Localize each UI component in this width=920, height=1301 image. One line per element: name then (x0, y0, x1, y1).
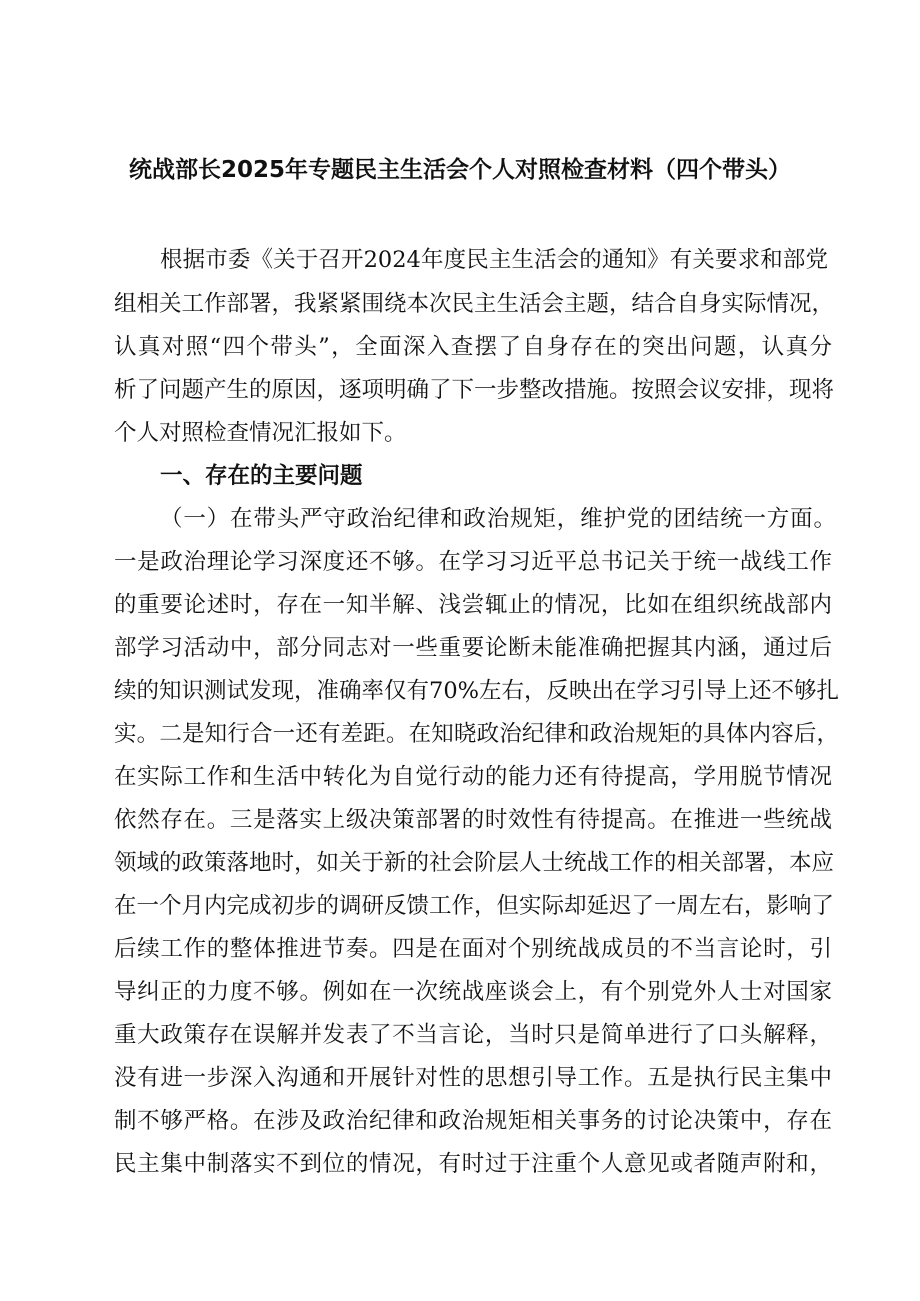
intro-line: 认真对照“四个带头”，全面深入查摆了自身存在的突出问题，认真分 (114, 334, 832, 360)
body-line: 部学习活动中，部分同志对一些重要论断未能准确把握其内涵，通过后 (114, 635, 832, 661)
document-title: 统战部长2025年专题民主生活会个人对照检查材料（四个带头） (128, 157, 791, 183)
body-line: 在实际工作和生活中转化为自觉行动的能力还有待提高，学用脱节情况 (114, 764, 832, 790)
intro-line: 根据市委《关于召开2024年度民主生活会的通知》有关要求和部党 (160, 247, 828, 273)
body-line: 领域的政策落地时，如关于新的社会阶层人士统战工作的相关部署，本应 (114, 850, 835, 876)
intro-line: 个人对照检查情况汇报如下。 (114, 420, 407, 446)
body-line: 导纠正的力度不够。例如在一次统战座谈会上，有个别党外人士对国家 (114, 979, 832, 1005)
body-line: 续的知识测试发现，准确率仅有70%左右，反映出在学习引导上还不够扎 (114, 678, 840, 704)
section-heading: 一、存在的主要问题 (160, 463, 363, 489)
body-line: 依然存在。三是落实上级决策部署的时效性有待提高。在推进一些统战 (114, 807, 832, 833)
body-line: （一）在带头严守政治纪律和政治规矩，维护党的团结统一方面。 (160, 506, 836, 532)
body-line: 实。二是知行合一还有差距。在知晓政治纪律和政治规矩的具体内容后， (114, 721, 839, 747)
body-line: 重大政策存在误解并发表了不当言论，当时只是简单进行了口头解释， (114, 1022, 832, 1048)
intro-line: 析了问题产生的原因，逐项明确了下一步整改措施。按照会议安排，现将 (114, 377, 835, 403)
body-line: 后续工作的整体推进节奏。四是在面对个别统战成员的不当言论时，引 (114, 936, 832, 962)
body-line: 制不够严格。在涉及政治纪律和政治规矩相关事务的讨论决策中，存在 (114, 1108, 832, 1134)
body-line: 在一个月内完成初步的调研反馈工作，但实际却延迟了一周左右，影响了 (114, 893, 835, 919)
body-line: 没有进一步深入沟通和开展针对性的思想引导工作。五是执行民主集中 (114, 1065, 832, 1091)
body-line: 一是政治理论学习深度还不够。在学习习近平总书记关于统一战线工作 (114, 549, 832, 575)
body-line: 的重要论述时，存在一知半解、浅尝辄止的情况，比如在组织统战部内 (114, 592, 832, 618)
intro-line: 组相关工作部署，我紧紧围绕本次民主生活会主题，结合自身实际情况， (114, 291, 835, 317)
body-line: 民主集中制落实不到位的情况，有时过于注重个人意见或者随声附和， (114, 1151, 832, 1177)
